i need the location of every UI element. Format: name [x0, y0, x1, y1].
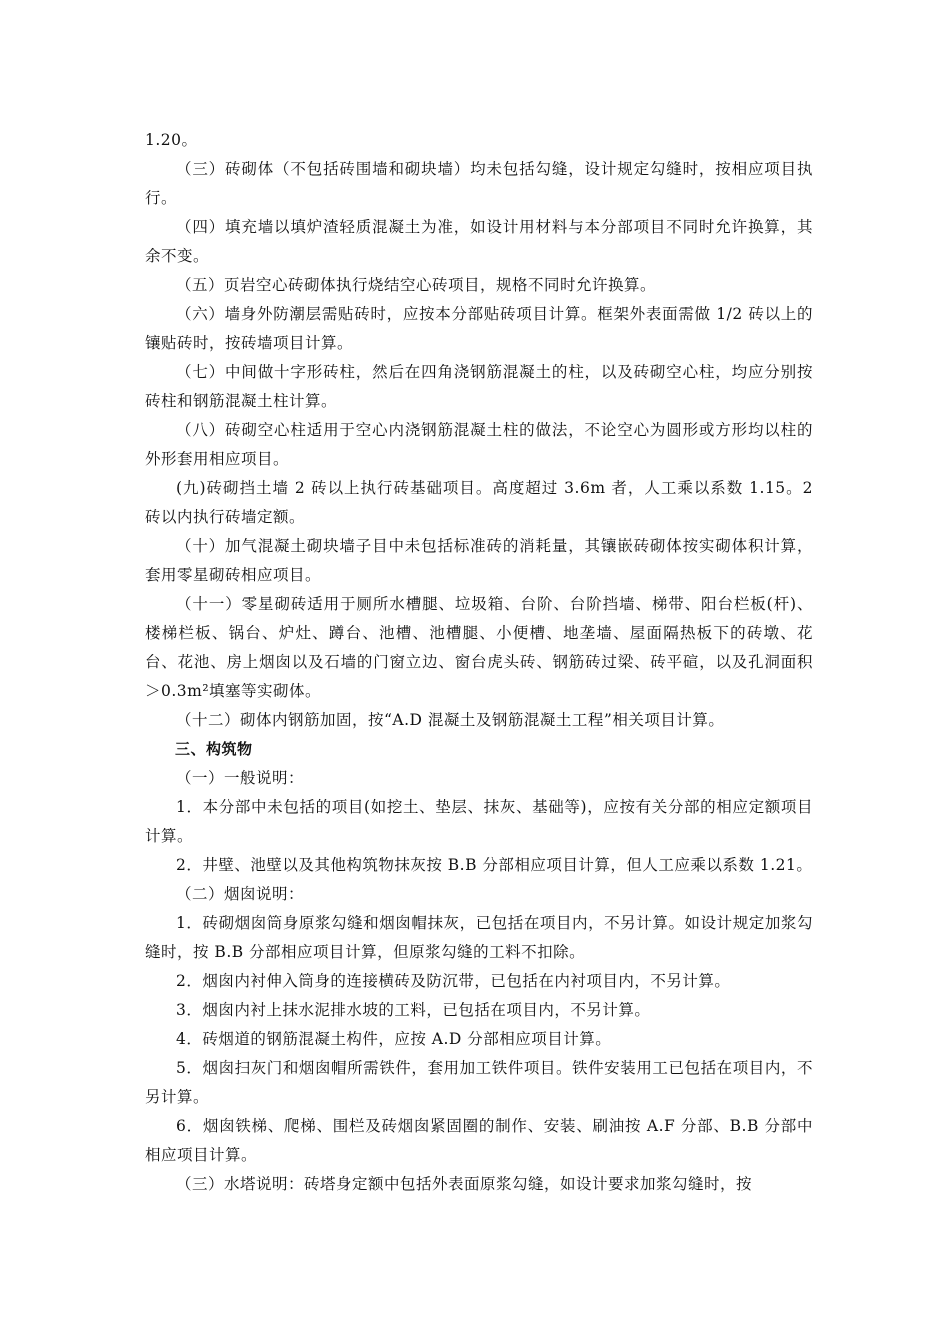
paragraph: （七）中间做十字形砖柱，然后在四角浇钢筋混凝土的柱，以及砖砌空心柱，均应分别按砖柱和钢筋混凝土柱计算。 [145, 363, 813, 410]
paragraph: （十）加气混凝土砌块墙子目中未包括标准砖的消耗量，其镶嵌砖砌体按实砌体积计算，套用零星砌砖相应项目。 [145, 537, 813, 584]
paragraph: (九)砖砌挡土墙 2 砖以上执行砖基础项目。高度超过 3.6m 者，人工乘以系数 1.15。2 砖以内执行砖墙定额。 [145, 479, 813, 526]
paragraph: （一）一般说明： [176, 769, 305, 787]
paragraph: （三）砖砌体（不包括砖围墙和砌块墙）均未包括勾缝，设计规定勾缝时，按相应项目执行。 [145, 160, 813, 207]
paragraph: 2．井壁、池壁以及其他构筑物抹灰按 B.B 分部相应项目计算，但人工应乘以系数 1.21。 [176, 856, 813, 874]
masonry-notes [145, 126, 813, 735]
paragraph: （二）烟囱说明： [176, 885, 305, 903]
paragraph: （四）填充墙以填炉渣轻质混凝土为准，如设计用材料与本分部项目不同时允许换算，其余不变。 [145, 218, 813, 265]
paragraph: 3．烟囱内衬上抹水泥排水坡的工料，已包括在项目内，不另计算。 [176, 1001, 651, 1019]
section-heading: 三、构筑物 [175, 740, 253, 758]
document-body [145, 126, 813, 1199]
paragraph: 2．烟囱内衬伸入筒身的连接横砖及防沉带，已包括在内衬项目内，不另计算。 [176, 972, 731, 990]
structures-notes [145, 764, 813, 1199]
paragraph: 4．砖烟道的钢筋混凝土构件，应按 A.D 分部相应项目计算。 [176, 1030, 612, 1048]
paragraph: 5．烟囱扫灰门和烟囱帽所需铁件，套用加工铁件项目。铁件安装用工已包括在项目内，不另计算。 [145, 1059, 813, 1106]
paragraph: （三）水塔说明：砖塔身定额中包括外表面原浆勾缝，如设计要求加浆勾缝时，按 [176, 1175, 753, 1193]
paragraph: 1.20。 [145, 131, 198, 149]
paragraph: 6．烟囱铁梯、爬梯、围栏及砖烟囱紧固圈的制作、安装、刷油按 A.F 分部、B.B 分部中相应项目计算。 [145, 1117, 813, 1164]
paragraph: （六）墙身外防潮层需贴砖时，应按本分部贴砖项目计算。框架外表面需做 1/2 砖以上的镶贴砖时，按砖墙项目计算。 [145, 305, 813, 352]
paragraph: （十一）零星砌砖适用于厕所水槽腿、垃圾箱、台阶、台阶挡墙、梯带、阳台栏板(杆)、楼梯栏板、锅台、炉灶、蹲台、池槽、池槽腿、小便槽、地垄墙、屋面隔热板下的砖墩、花台、花池、房上烟囱以及石墙的门窗立边、窗台虎头砖、钢筋砖过梁、砖平碹，以及孔洞面积＞0.3m²填塞等实砌体。 [145, 595, 813, 700]
paragraph: （八）砖砌空心柱适用于空心内浇钢筋混凝土柱的做法，不论空心为圆形或方形均以柱的外形套用相应项目。 [145, 421, 813, 468]
paragraph: （五）页岩空心砖砌体执行烧结空心砖项目，规格不同时允许换算。 [176, 276, 657, 294]
paragraph: 1．砖砌烟囱筒身原浆勾缝和烟囱帽抹灰，已包括在项目内，不另计算。如设计规定加浆勾缝时，按 B.B 分部相应项目计算，但原浆勾缝的工料不扣除。 [145, 914, 813, 961]
paragraph: （十二）砌体内钢筋加固，按“A.D 混凝土及钢筋混凝土工程”相关项目计算。 [176, 711, 725, 729]
paragraph: 1．本分部中未包括的项目(如挖土、垫层、抹灰、基础等)，应按有关分部的相应定额项目计算。 [145, 798, 813, 845]
